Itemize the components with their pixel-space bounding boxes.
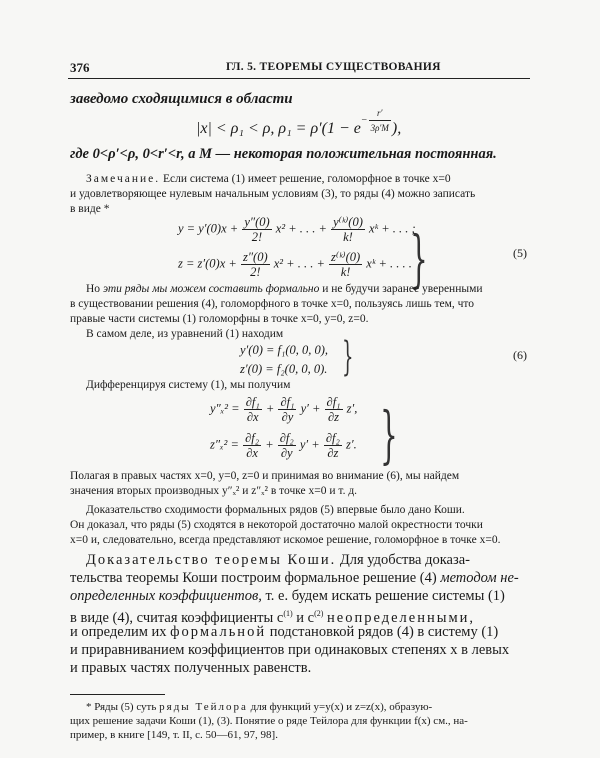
proof-line-6: и приравниванием коэффициентов при одинаковых степенях x в левых (70, 642, 510, 658)
footnote-rule (70, 694, 165, 695)
eq5-z-row (178, 250, 412, 279)
eq7-z-b-num: ∂f₂ (279, 431, 294, 445)
intro-line: заведомо сходящимися в области (70, 91, 293, 107)
eq5-z-frac1-num: z″(0) (242, 250, 268, 264)
footnote-line1-b: для функций y=y(x) и z=z(x), образую- (250, 701, 433, 713)
para4-line-1: Доказательство сходимости формальных рядов (5) впервые было дано Коши. (86, 504, 465, 516)
eq5-z-frac1-den: 2! (250, 265, 261, 279)
eq7-y-a-num: ∂f₁ (245, 395, 260, 409)
eq7-y-b-den: ∂y (281, 410, 294, 424)
eq5-y-mid: x² + . . . + (275, 221, 327, 236)
eq7-brace: } (380, 398, 398, 471)
proof-line2-a: тельства теоремы Коши построим формальное решение (4) (70, 570, 437, 586)
footnote-line-1 (86, 700, 432, 714)
remark-label: Замечание. (86, 173, 161, 185)
eq7-z-c-num: ∂f₂ (325, 431, 340, 445)
eq5-y-frac1-den: 2! (251, 230, 263, 244)
region-exp-num: r′ (369, 106, 391, 121)
proof-line4-spaced: неопределенными, (327, 609, 476, 626)
eq5-z-lhs: z = z′(0)x + (178, 256, 237, 271)
eq7-y-lhs: y″ₓ² = (210, 401, 240, 416)
eq7-y-end: z′, (346, 401, 358, 416)
remark-line-3: в виде * (70, 203, 110, 215)
footnote-line1-spaced: ряды Тейлора (159, 701, 248, 713)
para2-line-4: В самом деле, из уравнений (1) находим (86, 328, 284, 340)
eq7-z-end: z′. (345, 437, 357, 452)
para2-line1-b: и не будучи заранее уверенными (322, 283, 483, 295)
eq7-z-lhs: z″ₓ² = (210, 437, 239, 452)
eq6-line-2: z′(0) = f₂(0, 0, 0). (240, 362, 328, 376)
proof-line4-a: в виде (4), считая коэффициенты c (70, 609, 284, 626)
proof-line-1 (86, 551, 470, 569)
para2-line-1 (86, 282, 483, 297)
eq5-number: (5) (513, 246, 527, 260)
para4-line-2: Он доказал, что ряды (5) сходятся в некоторой достаточно малой окрестности точки (70, 519, 483, 531)
para3-line-1: Полагая в правых частях x=0, y=0, z=0 и принимая во внимание (6), мы найдем (70, 470, 460, 482)
eq5-y-frac2-num: y⁽ᵏ⁾(0) (333, 215, 363, 229)
eq5-y-tail: xᵏ + . . . ; (369, 221, 416, 236)
region-formula-main: |x| < ρ₁ < ρ, ρ₁ = ρ′(1 − e (196, 119, 361, 137)
eq7-z-c-den: ∂z (327, 446, 339, 460)
eq7-y-c-num: ∂f₁ (326, 395, 341, 409)
where-line: где 0<ρ′<ρ, 0<r′<r, а M — некоторая положительная постоянная. (70, 146, 497, 162)
para3-line-2: значения вторых производных y″ₓ² и z″ₓ² в точке x=0 и т. д. (70, 485, 358, 497)
proof-line-7: и правых частях полученных равенств. (70, 660, 312, 676)
proof-line-2 (70, 569, 519, 587)
eq5-z-frac2-den: k! (340, 265, 351, 279)
proof-line3-italic: определенных коэффициентов, (70, 588, 262, 604)
region-formula: |x| < ρ₁ < ρ, $\rho_1 = \rho'(1 - e^{- \frac{r'}{3\rho'M}}$ ), (196, 108, 402, 137)
proof-heading: Доказательство теоремы Коши. (86, 552, 337, 568)
para2-line-3: правые части системы (1) голоморфны в точке x=0, y=0, z=0. (70, 313, 369, 325)
eq7-y-mid: y′ + (300, 401, 321, 416)
chapter-title: ГЛ. 5. ТЕОРЕМЫ СУЩЕСТВОВАНИЯ (226, 61, 441, 73)
proof-line-3 (70, 587, 505, 605)
eq5-y-frac1-num: y″(0) (244, 215, 270, 229)
eq7-z-a-num: ∂f₂ (245, 431, 260, 445)
eq5-y-lhs: y = y′(0)x + (178, 221, 239, 236)
proof-line4-b: и c (296, 609, 315, 626)
eq5-brace: } (410, 222, 428, 295)
header-rule (68, 78, 530, 79)
diff-line: Дифференцируя систему (1), мы получим (86, 379, 291, 391)
eq7-y-a-den: ∂x (246, 410, 259, 424)
eq5-z-mid: x² + . . . + (273, 256, 325, 271)
eq7-y-c-den: ∂z (328, 410, 340, 424)
para2-line1-a: Но (86, 283, 101, 295)
eq5-z-frac2-num: z⁽ᵏ⁾(0) (331, 250, 361, 264)
region-close: ), (391, 119, 402, 137)
proof-line-5 (70, 623, 498, 641)
footnote-line1-a: * Ряды (5) суть (86, 701, 157, 713)
eq5-z-tail: xᵏ + . . . . (366, 256, 412, 271)
para2-line1-italic: эти ряды мы можем составить формально (102, 283, 320, 295)
proof-sup-2: (2) (314, 609, 324, 618)
para2-line-2: в существовании решения (4), голоморфного в точке x=0, пользуясь лишь тем, что (70, 298, 475, 310)
eq5-y-frac2-den: k! (343, 230, 353, 244)
footnote-line-3: пример, в книге [149, т. II, с. 50—61, 97, 98]. (70, 729, 278, 741)
proof-line5-b: подстановкой рядов (4) в систему (1) (269, 624, 499, 640)
remark-text-1: Если система (1) имеет решение, голоморфное в точке x=0 (163, 173, 451, 185)
page-number: 376 (70, 60, 90, 75)
eq5-y-row (178, 215, 416, 244)
proof-line5-a: и определим их (70, 624, 167, 640)
eq7-y-b-num: ∂f₁ (280, 395, 295, 409)
remark-line-2: и удовлетворяющее нулевым начальным условиям (3), то ряды (4) можно записать (70, 188, 476, 200)
proof-line5-spaced: формальной (170, 624, 267, 640)
proof-line2-italic: методом не- (440, 570, 519, 586)
eq7-y-row: y″ₓ² = $\frac{\text{∂f₁}}{\partial x}$ + $\frac{\text{∂f₁}}{\partial y}$ y′ + $\frac{\text{∂f₁}}{\partial z}$ z′, (210, 395, 358, 424)
remark-line-1 (86, 172, 451, 187)
region-exp-den: 3ρ′M (370, 123, 389, 133)
eq6-number: (6) (513, 348, 527, 362)
eq7-z-row: z″ₓ² = $\frac{\text{∂f₂}}{\partial x}$ + $\frac{\text{∂f₂}}{\partial y}$ y′ + $\frac{\text{∂f₂}}{\partial z}$ z′. (210, 431, 357, 460)
proof-sup-1: (1) (283, 609, 293, 618)
eq6-line-1: y′(0) = f₁(0, 0, 0), (240, 343, 329, 357)
proof-line3-rest: т. е. будем искать решение системы (1) (265, 588, 505, 604)
para4-line-3: x=0 и, следовательно, всегда представляют искомое решение, голоморфное в точке x=0. (70, 534, 501, 546)
footnote-line-2: щих решение задачи Коши (1), (3). Понятие о ряде Тейлора для функции f(x) см., на- (70, 715, 468, 727)
proof-line1-rest: Для удобства доказа- (339, 552, 470, 568)
eq6-brace: } (342, 334, 354, 380)
eq7-z-mid: y′ + (299, 437, 320, 452)
eq7-z-a-den: ∂x (246, 446, 258, 460)
eq7-z-b-den: ∂y (280, 446, 293, 460)
